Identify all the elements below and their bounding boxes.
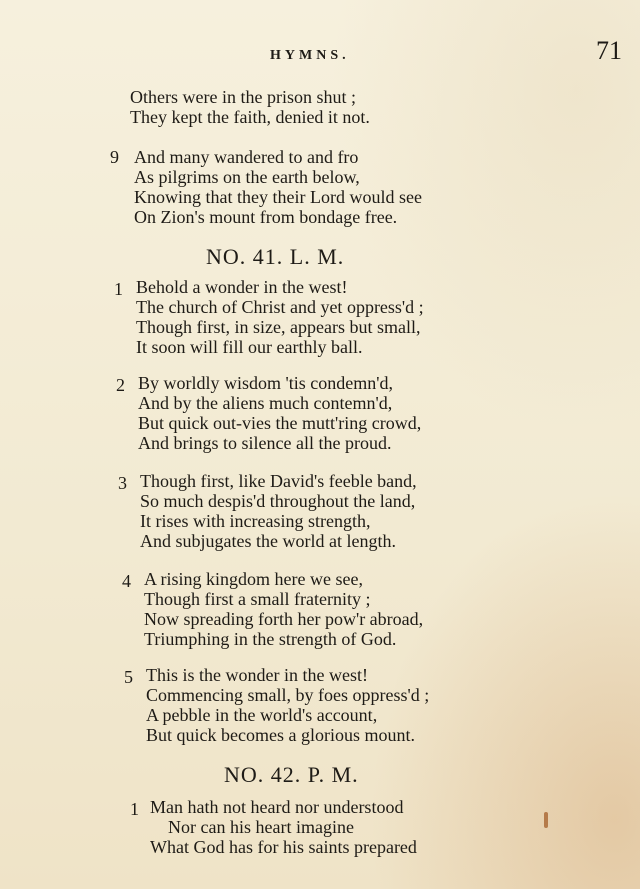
paper-stain <box>544 812 548 828</box>
verse-line: Behold a wonder in the west! <box>136 277 348 297</box>
hymn-42-title: NO. 42. P. M. <box>224 762 359 787</box>
verse-line: Triumphing in the strength of God. <box>144 629 397 649</box>
verse-line: A rising kingdom here we see, <box>144 569 363 589</box>
verse-line: Nor can his heart imagine <box>168 817 354 837</box>
verse-line: The church of Christ and yet oppress'd ; <box>136 297 424 317</box>
stanza-number: 2 <box>116 375 125 395</box>
verse-line: So much despis'd throughout the land, <box>140 491 416 511</box>
verse-line: And many wandered to and fro <box>134 147 359 167</box>
verse-line: As pilgrims on the earth below, <box>134 167 360 187</box>
stanza-number: 9 <box>110 147 119 167</box>
verse-line: Others were in the prison shut ; <box>130 87 356 107</box>
verse-line: This is the wonder in the west! <box>146 665 368 685</box>
stanza-number: 1 <box>114 279 123 299</box>
verse-line: On Zion's mount from bondage free. <box>134 207 398 227</box>
verse-line: Now spreading forth her pow'r abroad, <box>144 609 424 629</box>
verse-line: By worldly wisdom 'tis condemn'd, <box>138 373 393 393</box>
verse-line: And brings to silence all the proud. <box>138 433 392 453</box>
verse-line: What God has for his saints prepared <box>150 837 417 857</box>
verse-line: Knowing that they their Lord would see <box>134 187 422 207</box>
hymn-41-title: NO. 41. L. M. <box>206 244 345 269</box>
page-header <box>0 36 640 74</box>
stanza-number: 3 <box>118 473 127 493</box>
running-head: HYMNS. <box>270 48 350 63</box>
verse-line: It rises with increasing strength, <box>140 511 371 531</box>
verse-line: And subjugates the world at length. <box>140 531 396 551</box>
verse-line: Though first, like David's feeble band, <box>140 471 417 491</box>
stanza-number: 5 <box>124 667 133 687</box>
verse-line: They kept the faith, denied it not. <box>130 107 370 127</box>
verse-line: Commencing small, by foes oppress'd ; <box>146 685 430 705</box>
verse-line: But quick out-vies the mutt'ring crowd, <box>138 413 422 433</box>
verse-line: It soon will fill our earthly ball. <box>136 337 363 357</box>
verse-line: Man hath not heard nor understood <box>150 797 404 817</box>
verse-line: Though first a small fraternity ; <box>144 589 371 609</box>
verse-line: A pebble in the world's account, <box>146 705 378 725</box>
verse-line: Though first, in size, appears but small, <box>136 317 421 337</box>
page-number: 71 <box>596 36 622 65</box>
stanza-number: 1 <box>130 799 139 819</box>
stanza-number: 4 <box>122 571 131 591</box>
verse-line: And by the aliens much contemn'd, <box>138 393 393 413</box>
verse-line: But quick becomes a glorious mount. <box>146 725 415 745</box>
